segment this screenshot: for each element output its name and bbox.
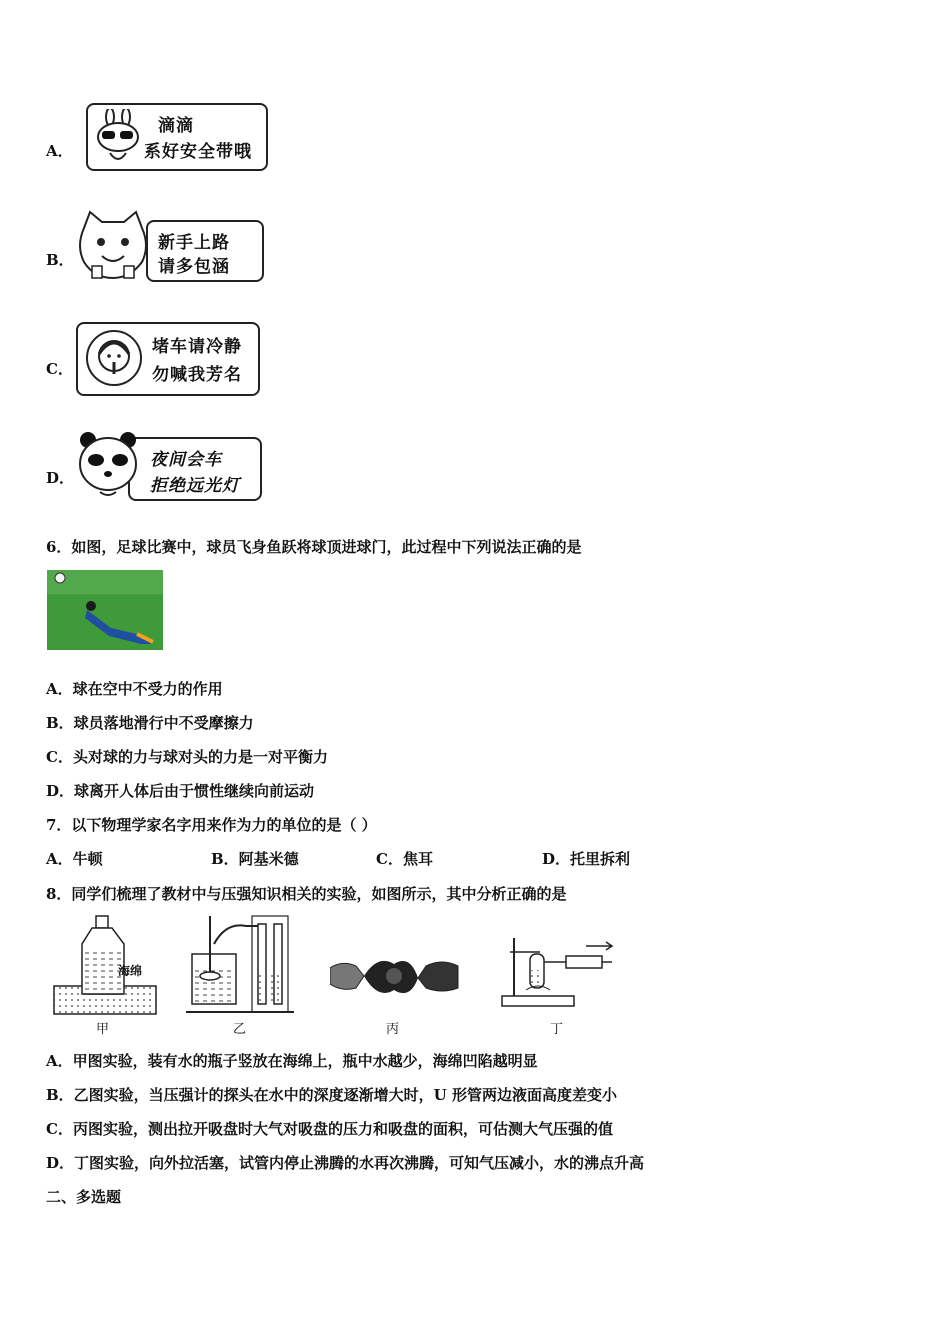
sticker-line-1: 新手上路: [158, 233, 230, 253]
q8-stem: 8．同学们梳理了教材中与压强知识相关的实验，如图所示，其中分析正确的是: [46, 885, 567, 903]
q7-option-b: B．阿基米德: [211, 850, 299, 868]
q6-option-b: B．球员落地滑行中不受摩擦力: [46, 714, 254, 732]
sticker-line-2: 勿喊我芳名: [152, 365, 242, 385]
q6-stem: 6．如图，足球比赛中，球员飞身鱼跃将球顶进球门，此过程中下列说法正确的是: [46, 538, 582, 556]
section-heading: 二、多选题: [46, 1188, 122, 1206]
q8-option-b: B．乙图实验，当压强计的探头在水中的深度逐渐增大时，U 形管两边液面高度差变小: [46, 1086, 617, 1104]
figure-label-yi: 乙: [233, 1022, 247, 1037]
q6-option-a: A．球在空中不受力的作用: [46, 680, 223, 698]
sticker-line-1: 滴滴: [158, 116, 194, 136]
figure-label-jia: 甲: [96, 1022, 110, 1037]
cat-icon: [74, 210, 152, 284]
sticker-line-1: 夜间会车: [150, 450, 222, 470]
football-photo: [47, 570, 163, 650]
option-label: C．: [46, 360, 73, 378]
option-label: B．: [46, 251, 74, 269]
q8-option-c: C．丙图实验，测出拉开吸盘时大气对吸盘的压力和吸盘的面积，可估测大气压强的值: [46, 1120, 613, 1138]
option-label: D．: [46, 469, 75, 487]
rabbit-icon: [90, 109, 146, 165]
sponge-label: 海绵: [118, 964, 143, 978]
sticker-line-2: 拒绝远光灯: [150, 476, 240, 496]
q7-stem: 7．以下物理学家名字用来作为力的单位的是（ ）: [46, 816, 377, 834]
q8-option-d: D．丁图实验，向外拉活塞，试管内停止沸腾的水再次沸腾，可知气压减小，水的沸点升高: [46, 1154, 645, 1172]
figure-label-bing: 丙: [386, 1022, 400, 1037]
sticker-frame: [128, 437, 262, 501]
figure-label-ding: 丁: [550, 1022, 564, 1037]
q6-option-c: C．头对球的力与球对头的力是一对平衡力: [46, 748, 328, 766]
option-label: A．: [46, 142, 73, 160]
q7-option-c: C．焦耳: [376, 850, 433, 868]
sticker-frame: [146, 220, 264, 282]
figure-ding-test-tube-syringe: [500, 932, 618, 1008]
sticker-image: [86, 103, 268, 171]
q8-option-a: A．甲图实验，装有水的瓶子竖放在海绵上，瓶中水越少，海绵凹陷越明显: [46, 1052, 538, 1070]
sticker-line-1: 堵车请冷静: [152, 337, 242, 357]
sticker-line-2: 请多包涵: [158, 257, 230, 277]
figure-yi-pressure-gauge: [186, 914, 296, 1016]
sticker-image: [76, 322, 260, 396]
sticker-line-2: 系好安全带哦: [144, 142, 252, 162]
q7-option-d: D．托里拆利: [542, 850, 631, 868]
q6-option-d: D．球离开人体后由于惯性继续向前运动: [46, 782, 315, 800]
panda-icon: [76, 430, 140, 500]
figure-jia-bottle-on-sponge: [52, 914, 162, 1016]
girl-icon: [84, 328, 144, 388]
figure-bing-suction-cups: [330, 948, 460, 1006]
q7-option-a: A．牛顿: [46, 850, 103, 868]
